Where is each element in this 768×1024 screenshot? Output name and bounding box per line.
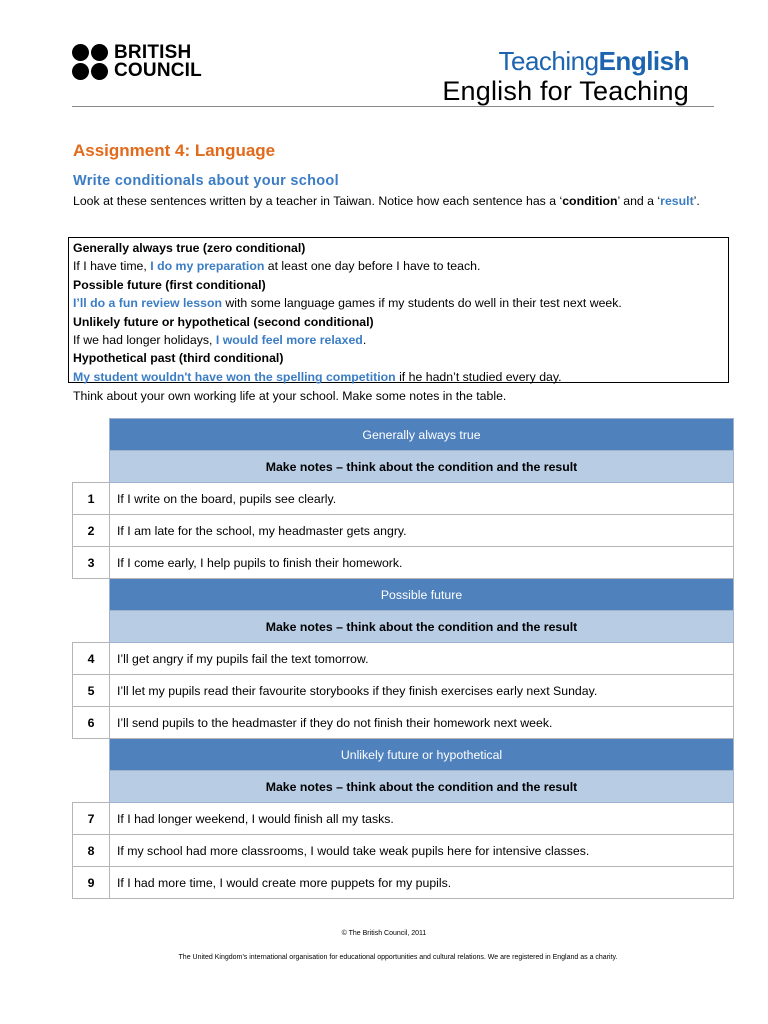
row-note[interactable]: If I write on the board, pupils see clearly. [110, 483, 734, 515]
section-header-row [73, 739, 734, 771]
example-heading-second: Unlikely future or hypothetical (second conditional) [73, 314, 374, 329]
table-row [73, 483, 734, 515]
examples-box [68, 237, 729, 383]
row-note[interactable]: I’ll get angry if my pupils fail the text tomorrow. [110, 643, 734, 675]
row-number: 1 [73, 483, 110, 515]
make-notes-header: Make notes – think about the condition and the result [110, 611, 734, 643]
brand-english: English [598, 46, 689, 76]
example-heading-third: Hypothetical past (third conditional) [73, 351, 284, 366]
brand-subtitle: English for Teaching [442, 76, 689, 106]
table-row [73, 675, 734, 707]
section-header-row [73, 419, 734, 451]
example-heading-first: Possible future (first conditional) [73, 277, 266, 292]
footer-copyright: © The British Council, 2011 [341, 930, 427, 937]
row-number: 4 [73, 643, 110, 675]
section-header-row [73, 579, 734, 611]
example-heading-zero: Generally always true (zero conditional) [73, 241, 306, 255]
logo-text [114, 44, 202, 80]
logo-line-1: BRITISH [114, 42, 192, 63]
row-note[interactable]: If I had more time, I would create more puppets for my pupils. [110, 867, 734, 899]
example-sentence-second: If we had longer holidays, I would feel more relaxed. [73, 333, 367, 348]
row-note[interactable]: If my school had more classrooms, I would take weak pupils here for intensive classes. [110, 835, 734, 867]
row-note[interactable]: If I had longer weekend, I would finish all my tasks. [110, 803, 734, 835]
table-row [73, 643, 734, 675]
british-council-logo [72, 44, 202, 80]
footer-statement: The United Kingdom’s international organisation for educational opportunities and cultural relations. We are registered in England as a charity. [178, 954, 618, 961]
table-row [73, 867, 734, 899]
section-title: Possible future [110, 579, 734, 611]
row-number: 3 [73, 547, 110, 579]
table-row [73, 707, 734, 739]
row-number: 5 [73, 675, 110, 707]
make-notes-header: Make notes – think about the condition and the result [110, 771, 734, 803]
row-number: 9 [73, 867, 110, 899]
notes-table [72, 418, 734, 899]
make-notes-header: Make notes – think about the condition and the result [110, 451, 734, 483]
section-subtitle: Write conditionals about your school [73, 173, 339, 189]
table-row [73, 835, 734, 867]
example-sentence-zero: If I have time, I do my preparation at least one day before I have to teach. [73, 259, 481, 274]
example-sentence-first: I’ll do a fun review lesson with some language games if my students do well in their test next week. [73, 296, 622, 311]
row-note[interactable]: I’ll let my pupils read their favourite storybooks if they finish exercises early next Sunday. [110, 675, 734, 707]
row-note[interactable]: I’ll send pupils to the headmaster if they do not finish their homework next week. [110, 707, 734, 739]
logo-line-2: COUNCIL [114, 60, 202, 81]
example-sentence-third: My student wouldn't have won the spelling competition if he hadn’t studied every day. [73, 369, 562, 384]
make-notes-row [73, 451, 734, 483]
header-divider [72, 106, 714, 107]
section-title: Generally always true [110, 419, 734, 451]
intro-paragraph: Look at these sentences written by a teacher in Taiwan. Notice how each sentence has a ‘condition’ and a ‘result’. [73, 194, 700, 208]
teaching-english-logo [442, 46, 689, 76]
table-row [73, 515, 734, 547]
teaching-english-brand [442, 46, 689, 106]
make-notes-row [73, 611, 734, 643]
row-number: 2 [73, 515, 110, 547]
section-title: Unlikely future or hypothetical [110, 739, 734, 771]
table-row [73, 803, 734, 835]
row-note[interactable]: If I am late for the school, my headmaster gets angry. [110, 515, 734, 547]
row-note[interactable]: If I come early, I help pupils to finish their homework. [110, 547, 734, 579]
brand-teaching: Teaching [498, 46, 599, 76]
row-number: 7 [73, 803, 110, 835]
row-number: 8 [73, 835, 110, 867]
british-council-dots-icon [72, 44, 108, 80]
row-number: 6 [73, 707, 110, 739]
instruction-text: Think about your own working life at your school. Make some notes in the table. [73, 389, 507, 403]
table-row [73, 547, 734, 579]
make-notes-row [73, 771, 734, 803]
page-title: Assignment 4: Language [73, 141, 276, 160]
